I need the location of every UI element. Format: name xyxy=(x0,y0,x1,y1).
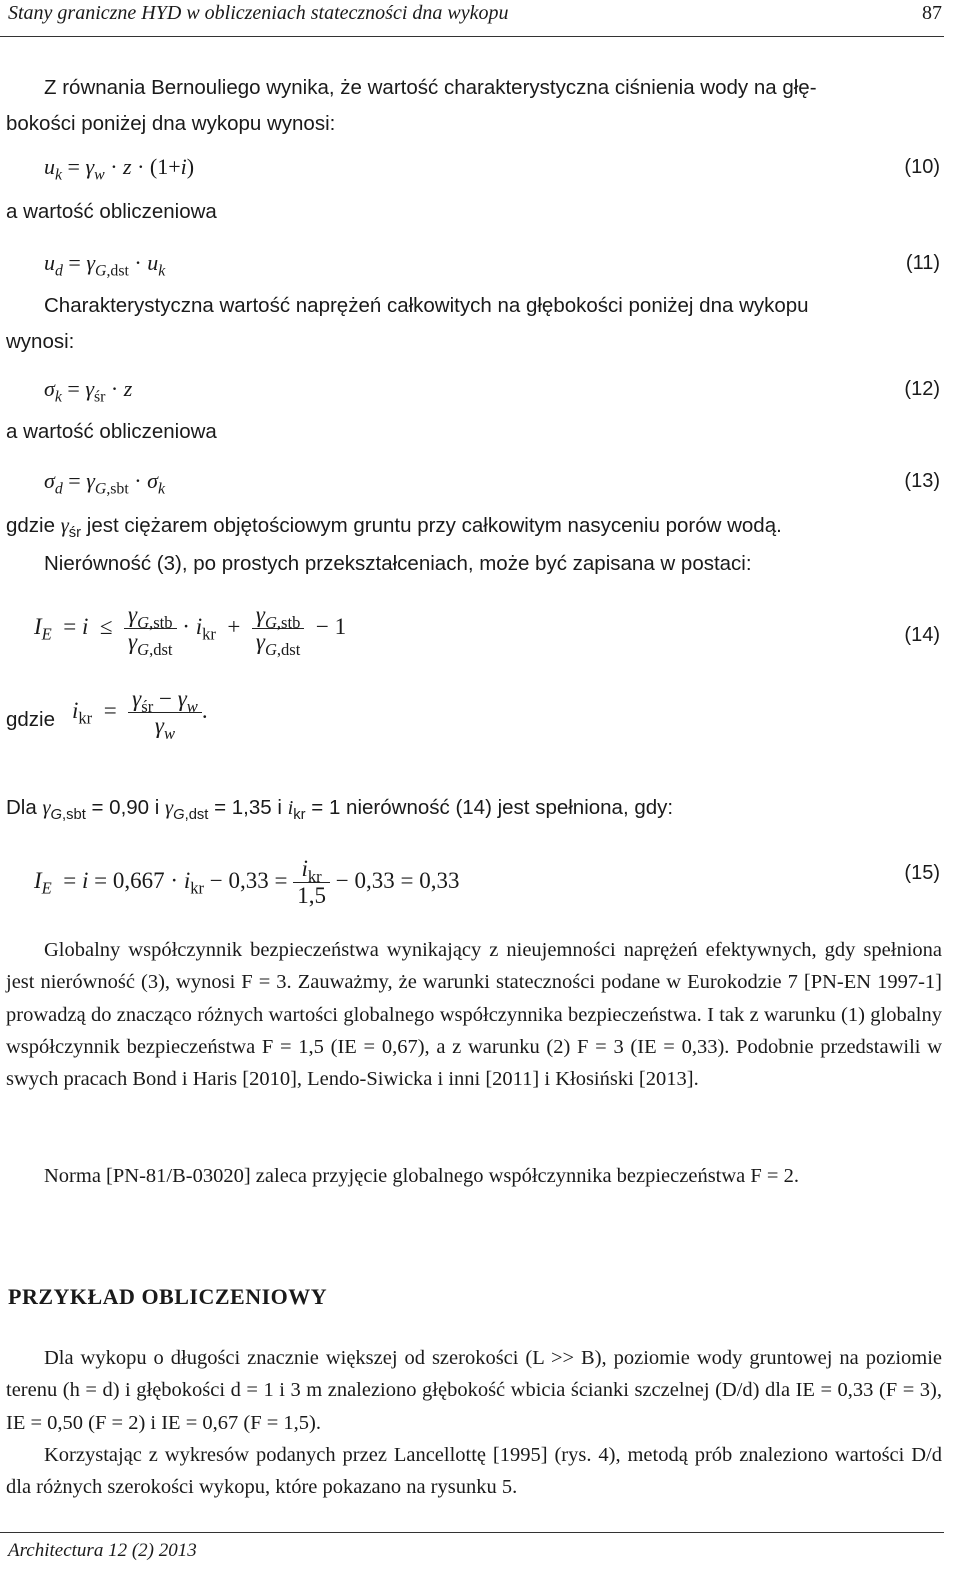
gamma-definition-rest: jest ciężarem objętościowym gruntu przy całkowitym nasyceniu porów wodą. xyxy=(81,514,782,537)
equation-number-11: (11) xyxy=(905,252,940,274)
footer-journal: Architectura 12 (2) 2013 xyxy=(8,1540,197,1561)
header-rule xyxy=(0,36,944,37)
paragraph-example-2: Korzystając z wykresów podanych przez Lancellottę [1995] (rys. 4), metodą prób znaleziono wartości D/d dla różnych szerokości wykopu, które pokazano na rysunku 5. xyxy=(6,1444,942,1499)
page-number: 87 xyxy=(922,2,942,24)
equation-13: $\sigma_d = \gamma_{G,sbt} \cdot \sigma_k$ xyxy=(44,468,165,498)
dla-condition-line: Dla $\gamma_{G,sbt} = 0,90$ i $\gamma_{G,dst} = 1,35$ i $i_{kr} = 1$ nierówność (14) jest spełniona, gdy: xyxy=(6,796,674,824)
equation-12: $\sigma_k = \gamma_{śr} \cdot z$ xyxy=(44,376,133,406)
char-stress-line-2: wynosi: xyxy=(6,330,75,353)
char-stress-line-1: Charakterystyczna wartość naprężeń całkowitych na głębokości poniżej dna wykopu xyxy=(44,294,809,317)
ikr-where-label: gdzie xyxy=(6,708,56,731)
equation-number-14: (14) xyxy=(904,624,940,646)
running-header-title: Stany graniczne HYD w obliczeniach stateczności dna wykopu xyxy=(8,2,509,24)
footer-rule xyxy=(0,1532,944,1533)
design-value-label-1: a wartość obliczeniowa xyxy=(6,200,217,223)
intro-line-2: bokości poniżej dna wykopu wynosi: xyxy=(6,112,336,135)
paragraph-example-1: Dla wykopu o długości znacznie większej od szerokości (L >> B), poziomie wody gruntowej na poziomie terenu (h = d) i głębokości d = 1 i 3 m znaleziono głębokość wbicia ścianki szczelnej (D/d) dla IE = 0,33 (F = 3), IE = 0,50 (F = 2) i IE = 0,67 (F = 1,5). xyxy=(6,1347,942,1434)
paragraph-norma: Norma [PN-81/B-03020] zaleca przyjęcie globalnego współczynnika bezpieczeństwa F = 2. xyxy=(44,1165,799,1187)
equation-10: $u_k = \gamma_w \cdot z \cdot (1+i)$ xyxy=(44,154,195,184)
section-heading: PRZYKŁAD OBLICZENIOWY xyxy=(8,1284,328,1309)
equation-number-10: (10) xyxy=(904,156,940,178)
equation-14: $I_E = i$ ≤ $\frac{\gamma_{G,stb}}{\gamma_{G,dst}}$ · $i_{kr}$ + $\frac{\gamma_{G,stb}}{\gamma_{G,dst}}$ − 1 xyxy=(34,602,347,659)
equation-number-13: (13) xyxy=(904,470,940,492)
equation-11: $u_d = \gamma_{G,dst} \cdot u_k$ xyxy=(44,250,166,280)
equation-15: $I_E = i = 0,667 \cdot i_{kr} - 0,33$ = $\frac{i_{kr}}{1,5}$ − 0,33 = 0,33 xyxy=(34,856,460,908)
intro-line-1: Z równania Bernouliego wynika, że wartość charakterystyczna ciśnienia wody na głę- xyxy=(44,76,817,99)
paragraph-global-factor: Globalny współczynnik bezpieczeństwa wynikający z nieujemności naprężeń efektywnych, gdy spełniona jest nierówność (3), wynosi F = 3. Zauważmy, że warunki stateczności podane w Eurokodzie 7 [PN-EN 1997-1] prowadzą do znacząco różnych wartości globalnego współczynnika bezpieczeństwa. I tak z warunku (1) globalny współczynnik bezpieczeństwa F = 1,5 (IE = 0,67), a z warunku (2) F = 3 (IE = 0,33). Podobnie przedstawili w swych pracach Bond i Haris [2010], Lendo-Siwicka i inni [2011] i Kłosiński [2013]. xyxy=(6,939,942,1091)
equation-number-15: (15) xyxy=(904,862,940,884)
gamma-definition: gdzie $\gamma_{śr}$ jest ciężarem objętościowym gruntu przy całkowitym nasyceniu porów wodą. xyxy=(6,514,782,542)
equation-number-12: (12) xyxy=(904,378,940,400)
ikr-definition: $i_{kr}$ = $\frac{\gamma_{śr} - \gamma_w}{\gamma_w}$ . xyxy=(72,686,208,743)
design-value-label-2: a wartość obliczeniowa xyxy=(6,420,217,443)
inequality-intro: Nierówność (3), po prostych przekształceniach, może być zapisana w postaci: xyxy=(44,552,752,575)
gamma-definition-prefix: gdzie xyxy=(6,514,61,537)
